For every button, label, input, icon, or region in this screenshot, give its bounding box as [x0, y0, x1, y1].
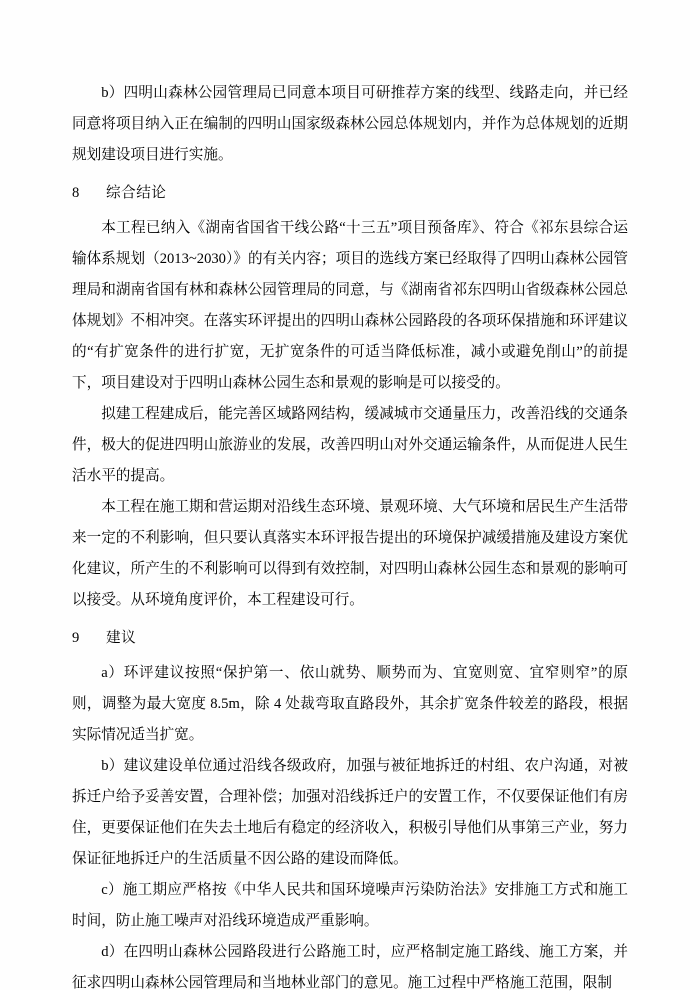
heading-comprehensive-conclusion [72, 178, 628, 209]
paragraph-b-forest-park-bureau: b）四明山森林公园管理局已同意本项目可研推荐方案的线型、线路走向，并已经同意将项目纳入正在编制的四明山国家级森林公园总体规划内，并作为总体规划的近期规划建设项目进行实施。 [72, 85, 628, 163]
paragraph-suggestion-c-noise: c）施工期应严格按《中华人民共和国环境噪声污染防治法》安排施工方式和施工时间，防止施工噪声对沿线环境造成严重影响。 [72, 882, 628, 929]
heading-number: 9 [72, 630, 80, 646]
heading-title: 综合结论 [106, 185, 167, 201]
paragraph-adverse-impact-conclusion: 本工程在施工期和营运期对沿线生态环境、景观环境、大气环境和居民生产生活带来一定的不利影响，但只要认真落实本环评报告提出的环境保护减缓措施及建设方案优化建议，所产生的不利影响可以得到有效控制，对四明山森林公园生态和景观的影响可以接受。从环境角度评价，本工程建设可行。 [72, 499, 628, 608]
paragraph-suggestion-d-construction-plan: d）在四明山森林公园路段进行公路施工时，应严格制定施工路线、施工方案，并征求四明山森林公园管理局和当地林业部门的意见。施工过程中严格施工范围，限制 [72, 944, 628, 991]
heading-number: 8 [72, 185, 80, 201]
heading-suggestions [72, 623, 628, 654]
spacer [72, 171, 628, 178]
paragraph-project-inclusion-and-compliance: 本工程已纳入《湖南省国省干线公路“十三五”项目预备库》、符合《祁东县综合运输体系规划（2013~2030）》的有关内容；项目的选线方案已经取得了四明山森林公园管理局和湖南省国有林和森林公园管理局的同意，与《湖南省祁东四明山省级森林公园总体规划》不相冲突。在落实环评提出的四明山森林公园路段的各项环保措施和环评建议的“有扩宽条件的进行扩宽，无扩宽条件的可适当降低标准，减小或避免削山”的前提下，项目建设对于四明山森林公园生态和景观的影响是可以接受的。 [72, 220, 628, 391]
spacer [72, 616, 628, 623]
paragraph-suggestion-b-resettlement: b）建议建设单位通过沿线各级政府，加强与被征地拆迁的村组、农户沟通，对被拆迁户给予妥善安置，合理补偿；加强对沿线拆迁户的安置工作，不仅要保证他们有房住，更要保证他们在失去土地后有稳定的经济收入，积极引导他们从事第三产业，努力保证征地拆迁户的生活质量不因公路的建设而降低。 [72, 758, 628, 867]
document-body [72, 78, 628, 999]
paragraph-suggestion-a-width: a）环评建议按照“保护第一、依山就势、顺势而为、宜宽则宽、宜窄则窄”的原则，调整为最大宽度 8.5m，除 4 处裁弯取直路段外，其余扩宽条件较差的路段，根据实际情况适当扩宽。 [72, 665, 628, 743]
heading-title: 建议 [106, 630, 137, 646]
paragraph-road-network-benefits: 拟建工程建成后，能完善区域路网结构，缓减城市交通量压力，改善沿线的交通条件，极大的促进四明山旅游业的发展，改善四明山对外交通运输条件，从而促进人民生活水平的提高。 [72, 406, 628, 484]
